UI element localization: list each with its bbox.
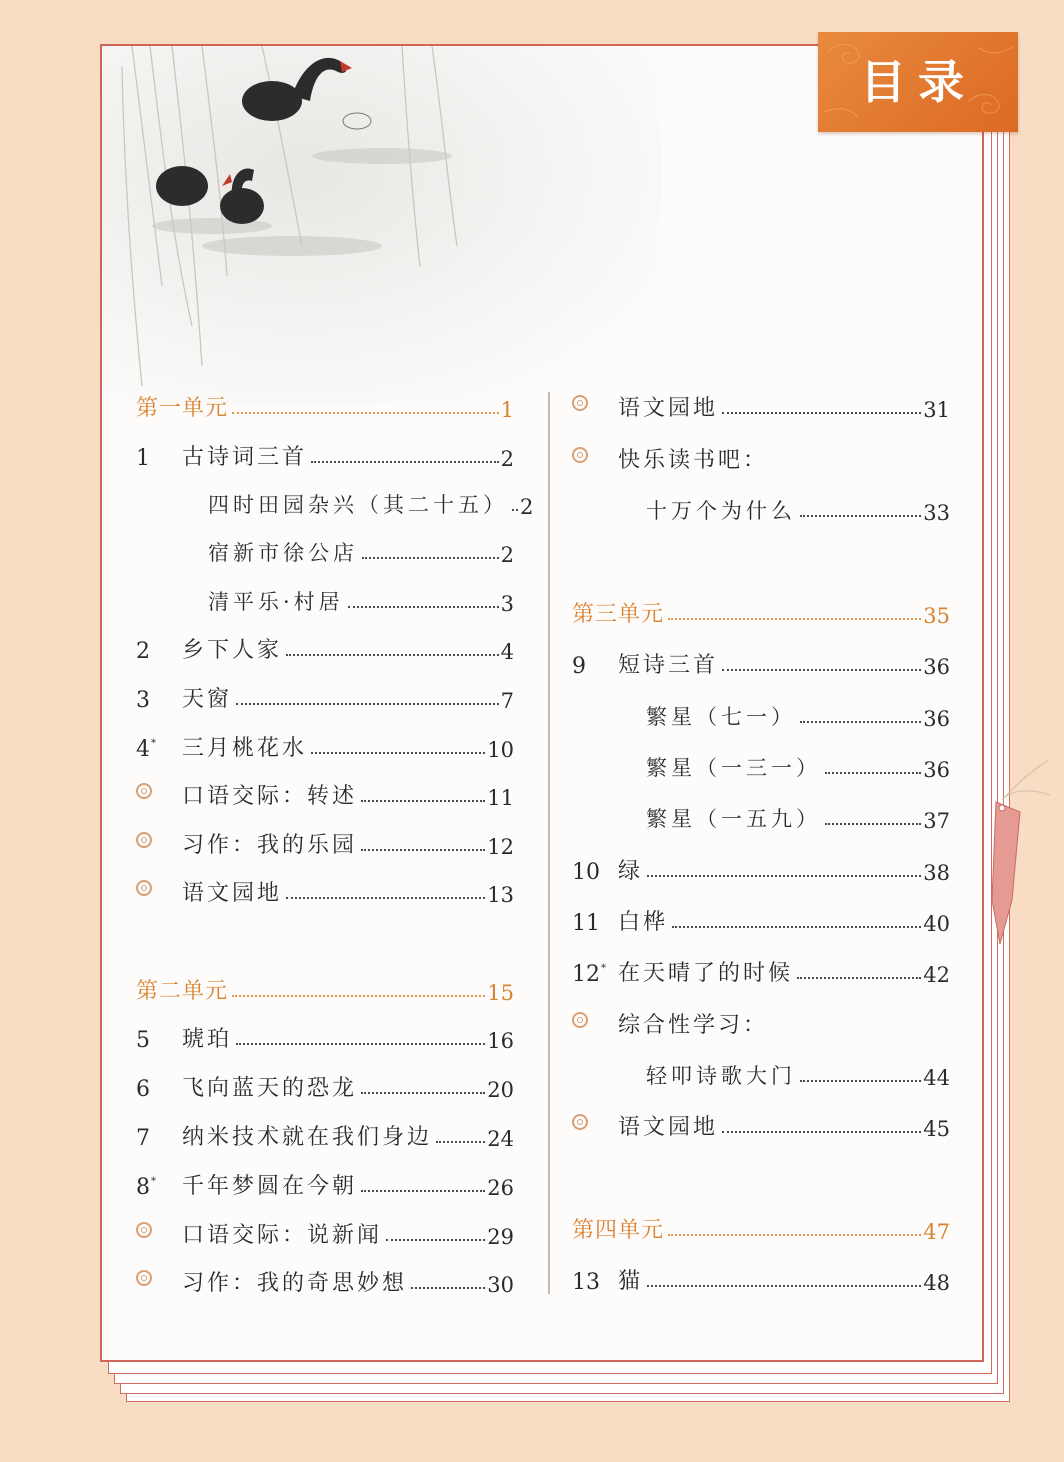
entry-title: 繁星（一五九） — [646, 807, 821, 831]
page-number: 35 — [923, 604, 950, 628]
dot-leader — [361, 1092, 485, 1094]
toc-entry[interactable] — [572, 1261, 950, 1295]
black-swan-painting — [102, 46, 662, 406]
page-number: 26 — [487, 1176, 514, 1200]
toc-entry[interactable] — [136, 825, 514, 859]
entry-title: 综合性学习： — [618, 1013, 769, 1038]
entry-title: 猫 — [618, 1269, 644, 1294]
double-circle-icon — [572, 1014, 618, 1039]
dot-leader — [668, 618, 921, 620]
dot-leader — [236, 703, 499, 705]
dot-leader — [386, 1239, 485, 1241]
entry-title: 繁星（七一） — [646, 705, 796, 729]
double-circle-icon — [136, 1272, 182, 1297]
dot-leader — [825, 823, 921, 825]
dot-leader — [362, 557, 499, 559]
dot-leader — [647, 875, 921, 877]
lesson-number: 7 — [136, 1126, 150, 1151]
toc-entry[interactable] — [136, 1215, 514, 1249]
toc-entry[interactable] — [208, 533, 514, 567]
entry-title: 轻叩诗歌大门 — [646, 1064, 796, 1088]
toc-entry[interactable] — [572, 645, 950, 679]
toc-entry[interactable] — [646, 748, 950, 782]
dot-leader — [348, 606, 499, 608]
dot-leader — [286, 897, 485, 899]
lesson-number: 9 — [572, 654, 586, 679]
unit-heading[interactable] — [572, 594, 950, 628]
dot-leader — [722, 669, 921, 671]
toc-tab — [818, 32, 1018, 132]
unit-heading[interactable] — [136, 971, 514, 1005]
page-number: 13 — [487, 883, 514, 907]
toc-title: 目录 — [860, 55, 976, 109]
page-number: 24 — [487, 1127, 514, 1151]
dot-leader — [232, 995, 485, 997]
dot-leader — [512, 509, 518, 511]
optional-lesson-star: * — [601, 963, 606, 974]
dot-leader — [236, 1043, 485, 1045]
toc-entry[interactable] — [572, 1005, 950, 1039]
dot-leader — [797, 977, 921, 979]
unit-heading[interactable] — [136, 388, 514, 422]
page-number: 3 — [500, 592, 514, 616]
page-number: 36 — [923, 707, 950, 731]
page-number: 47 — [923, 1220, 950, 1244]
dot-leader — [800, 515, 921, 517]
dot-leader — [311, 752, 485, 754]
double-circle-icon — [136, 834, 182, 859]
entry-title: 语文园地 — [182, 881, 283, 906]
double-circle-icon — [572, 1116, 618, 1141]
dot-leader — [800, 721, 921, 723]
page-number: 48 — [923, 1271, 950, 1295]
toc-entry[interactable] — [646, 1056, 950, 1090]
page-number: 29 — [487, 1225, 514, 1249]
lesson-number: 12* — [572, 962, 606, 987]
optional-lesson-star: * — [151, 738, 156, 749]
dot-leader — [286, 654, 499, 656]
page-number: 4 — [500, 640, 514, 664]
entry-title: 语文园地 — [618, 396, 719, 421]
entry-title: 第二单元 — [136, 979, 229, 1004]
page-number: 33 — [923, 501, 950, 525]
page-number: 44 — [923, 1066, 950, 1090]
lesson-number: 5 — [136, 1028, 150, 1053]
lesson-number: 11 — [572, 911, 600, 936]
entry-title: 快乐读书吧： — [618, 448, 769, 473]
toc-entry[interactable] — [208, 485, 534, 519]
dot-leader — [436, 1141, 485, 1143]
page-number: 2 — [520, 495, 534, 519]
dot-leader — [825, 772, 921, 774]
dot-leader — [361, 1190, 485, 1192]
lesson-number: 3 — [136, 688, 150, 713]
page-number: 37 — [923, 809, 950, 833]
lesson-number: 1 — [136, 446, 150, 471]
entry-title: 白桦 — [618, 910, 669, 935]
dot-leader — [311, 461, 499, 463]
dot-leader — [411, 1287, 485, 1289]
entry-title: 习作：我的奇思妙想 — [182, 1271, 408, 1296]
page-number: 16 — [487, 1029, 514, 1053]
entry-title: 纳米技术就在我们身边 — [182, 1125, 433, 1150]
entry-title: 第四单元 — [572, 1218, 665, 1243]
toc-entry[interactable] — [136, 728, 514, 762]
page-number: 42 — [923, 963, 950, 987]
entry-title: 语文园地 — [618, 1115, 719, 1140]
entry-title: 三月桃花水 — [182, 736, 308, 761]
lesson-number: 8* — [136, 1175, 156, 1200]
double-circle-icon — [572, 449, 618, 474]
lesson-number: 2 — [136, 639, 150, 664]
dot-leader — [361, 800, 485, 802]
toc-entry[interactable] — [136, 1263, 514, 1297]
toc-entry[interactable] — [136, 1019, 514, 1053]
entry-title: 绿 — [618, 859, 644, 884]
entry-title: 口语交际：转述 — [182, 784, 358, 809]
page-number: 40 — [923, 912, 950, 936]
page-number: 12 — [487, 835, 514, 859]
toc-entry[interactable] — [572, 953, 950, 987]
page-number: 31 — [923, 398, 950, 422]
entry-title: 古诗词三首 — [182, 445, 308, 470]
page-number: 1 — [500, 398, 514, 422]
page-number: 38 — [923, 861, 950, 885]
entry-title: 宿新市徐公店 — [208, 541, 358, 565]
entry-title: 清平乐·村居 — [208, 590, 344, 614]
toc-entry[interactable] — [646, 491, 950, 525]
toc-entry[interactable] — [136, 1068, 514, 1102]
page-number: 10 — [487, 738, 514, 762]
toc-entry[interactable] — [646, 697, 950, 731]
toc-entry[interactable] — [572, 388, 950, 422]
dot-leader — [800, 1080, 921, 1082]
page-number: 45 — [923, 1117, 950, 1141]
unit-heading[interactable] — [572, 1210, 950, 1244]
toc-entry[interactable] — [136, 630, 514, 664]
double-circle-icon — [572, 397, 618, 422]
entry-title: 天窗 — [182, 687, 233, 712]
entry-title: 口语交际：说新闻 — [182, 1223, 383, 1248]
entry-title: 习作：我的乐园 — [182, 833, 358, 858]
toc-entry[interactable] — [572, 851, 950, 885]
entry-title: 四时田园杂兴（其二十五） — [208, 493, 508, 517]
dot-leader — [647, 1285, 921, 1287]
entry-title: 短诗三首 — [618, 653, 719, 678]
dot-leader — [722, 1131, 921, 1133]
entry-title: 琥珀 — [182, 1027, 233, 1052]
page-number: 36 — [923, 655, 950, 679]
toc-entry[interactable] — [136, 873, 514, 907]
toc-entry[interactable] — [136, 437, 514, 471]
toc-entry[interactable] — [136, 1117, 514, 1151]
double-circle-icon — [136, 785, 182, 810]
entry-title: 千年梦圆在今朝 — [182, 1174, 358, 1199]
toc-entry[interactable] — [136, 679, 514, 713]
entry-title: 飞向蓝天的恐龙 — [182, 1076, 358, 1101]
page-number: 7 — [500, 689, 514, 713]
entry-title: 十万个为什么 — [646, 499, 796, 523]
entry-title: 繁星（一三一） — [646, 756, 821, 780]
double-circle-icon — [136, 882, 182, 907]
page-number: 15 — [487, 981, 514, 1005]
page-number: 30 — [487, 1273, 514, 1297]
page-number: 2 — [500, 543, 514, 567]
dot-leader — [361, 849, 485, 851]
dot-leader — [672, 926, 921, 928]
entry-title: 第一单元 — [136, 396, 229, 421]
dot-leader — [232, 412, 499, 414]
entry-title: 第三单元 — [572, 602, 665, 627]
optional-lesson-star: * — [151, 1176, 156, 1187]
double-circle-icon — [136, 1224, 182, 1249]
toc-entry[interactable] — [646, 799, 950, 833]
page-number: 2 — [500, 447, 514, 471]
entry-title: 乡下人家 — [182, 638, 283, 663]
dot-leader — [722, 412, 921, 414]
column-divider — [548, 392, 550, 1294]
bookmark-tag — [990, 760, 1064, 950]
lesson-number: 10 — [572, 860, 600, 885]
page-number: 36 — [923, 758, 950, 782]
lesson-number: 6 — [136, 1077, 150, 1102]
lesson-number: 13 — [572, 1270, 600, 1295]
toc-entry[interactable] — [136, 1166, 514, 1200]
entry-title: 在天晴了的时候 — [618, 961, 794, 986]
toc-entry[interactable] — [572, 440, 950, 474]
dot-leader — [668, 1234, 921, 1236]
toc-entry[interactable] — [572, 902, 950, 936]
toc-entry[interactable] — [572, 1107, 950, 1141]
toc-entry[interactable] — [136, 776, 514, 810]
page-number: 11 — [487, 786, 514, 810]
lesson-number: 4* — [136, 737, 156, 762]
page-number: 20 — [487, 1078, 514, 1102]
toc-entry[interactable] — [208, 582, 514, 616]
